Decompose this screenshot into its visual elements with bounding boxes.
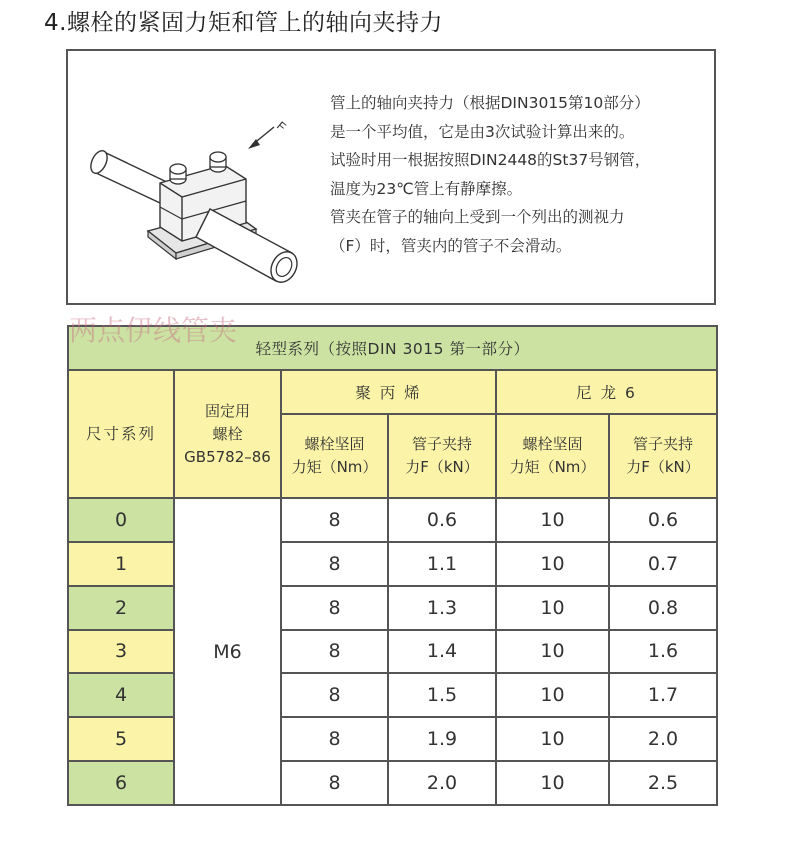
- size-cell: 3: [68, 630, 174, 674]
- pp-force-cell: 1.1: [388, 542, 496, 586]
- header-bolt-line: 螺栓: [212, 424, 243, 443]
- description-line: 管夹在管子的轴向上受到一个列出的测视力: [330, 208, 625, 226]
- header-pp-force: [388, 414, 496, 498]
- pp-torque-cell: 8: [281, 498, 388, 542]
- description-line: 试验时用一根据按照DIN2448的St37号钢管，: [330, 151, 651, 169]
- group-nylon: 尼 龙 6: [496, 370, 717, 414]
- description-line: 温度为23℃管上有静摩擦。: [330, 179, 523, 198]
- description-line: 管上的轴向夹持力（根据DIN3015第10部分）: [330, 94, 650, 112]
- info-box: [66, 49, 716, 305]
- nylon-torque-cell: 10: [496, 630, 609, 674]
- table-row: [68, 761, 717, 805]
- pipe-clamp-illustration: [78, 91, 338, 291]
- size-cell: 5: [68, 717, 174, 761]
- size-cell: 1: [68, 542, 174, 586]
- bolt-value-cell: M6: [174, 498, 281, 805]
- header-bolt-line: GB5782–86: [184, 447, 271, 466]
- spec-table: [67, 314, 718, 806]
- nylon-torque-cell: 10: [496, 761, 609, 805]
- description-line: 是一个平均值，它是由3次试验计算出来的。: [330, 122, 635, 141]
- nylon-force-cell: 1.6: [609, 630, 717, 674]
- nylon-torque-cell: 10: [496, 673, 609, 717]
- header-line: 螺栓坚固: [304, 435, 365, 453]
- table-title: 轻型系列（按照DIN 3015 第一部分）: [68, 326, 717, 370]
- pp-force-cell: 1.9: [388, 717, 496, 761]
- nylon-force-cell: 2.0: [609, 717, 717, 761]
- size-cell: 0: [68, 498, 174, 542]
- force-label: F: [274, 118, 289, 135]
- pp-force-cell: 0.6: [388, 498, 496, 542]
- nylon-force-cell: 0.6: [609, 498, 717, 542]
- nylon-force-cell: 2.5: [609, 761, 717, 805]
- header-nylon-torque: [496, 414, 609, 498]
- header-nylon-force: [609, 414, 717, 498]
- table-row: [68, 673, 717, 717]
- header-line: 力F（kN）: [405, 458, 479, 476]
- header-line: 力矩（Nm）: [291, 458, 378, 476]
- nylon-torque-cell: 10: [496, 542, 609, 586]
- header-size-series-label: 尺寸系列: [85, 424, 156, 443]
- pp-torque-cell: 8: [281, 673, 388, 717]
- size-cell: 4: [68, 673, 174, 717]
- pp-torque-cell: 8: [281, 717, 388, 761]
- size-cell: 6: [68, 761, 174, 805]
- pp-force-cell: 1.4: [388, 630, 496, 674]
- group-polypropylene: 聚 丙 烯: [281, 370, 496, 414]
- header-bolt-line: 固定用: [204, 401, 250, 420]
- description: [330, 89, 710, 260]
- table-row: [68, 717, 717, 761]
- size-cell: 2: [68, 586, 174, 630]
- nylon-torque-cell: 10: [496, 498, 609, 542]
- header-line: 管子夹持: [411, 435, 472, 453]
- pp-force-cell: 1.3: [388, 586, 496, 630]
- nylon-force-cell: 0.7: [609, 542, 717, 586]
- pp-force-cell: 2.0: [388, 761, 496, 805]
- nylon-torque-cell: 10: [496, 717, 609, 761]
- table-row: [68, 542, 717, 586]
- header-line: 力矩（Nm）: [509, 458, 596, 476]
- nylon-torque-cell: 10: [496, 586, 609, 630]
- header-pp-torque: [281, 414, 388, 498]
- header-line: 力F（kN）: [626, 458, 700, 476]
- table-row: [68, 498, 717, 542]
- pp-force-cell: 1.5: [388, 673, 496, 717]
- pp-torque-cell: 8: [281, 630, 388, 674]
- header-line: 螺栓坚固: [522, 435, 583, 453]
- header-line: 管子夹持: [632, 435, 693, 453]
- pp-torque-cell: 8: [281, 542, 388, 586]
- pp-torque-cell: 8: [281, 586, 388, 630]
- nylon-force-cell: 0.8: [609, 586, 717, 630]
- description-line: （F）时，管夹内的管子不会滑动。: [330, 236, 572, 255]
- header-bolt: [174, 370, 281, 498]
- table-row: [68, 586, 717, 630]
- watermark: 两点伊线管夹: [69, 314, 238, 347]
- page-title: 4.螺栓的紧固力矩和管上的轴向夹持力: [44, 10, 443, 36]
- pp-torque-cell: 8: [281, 761, 388, 805]
- nylon-force-cell: 1.7: [609, 673, 717, 717]
- table-row: [68, 630, 717, 674]
